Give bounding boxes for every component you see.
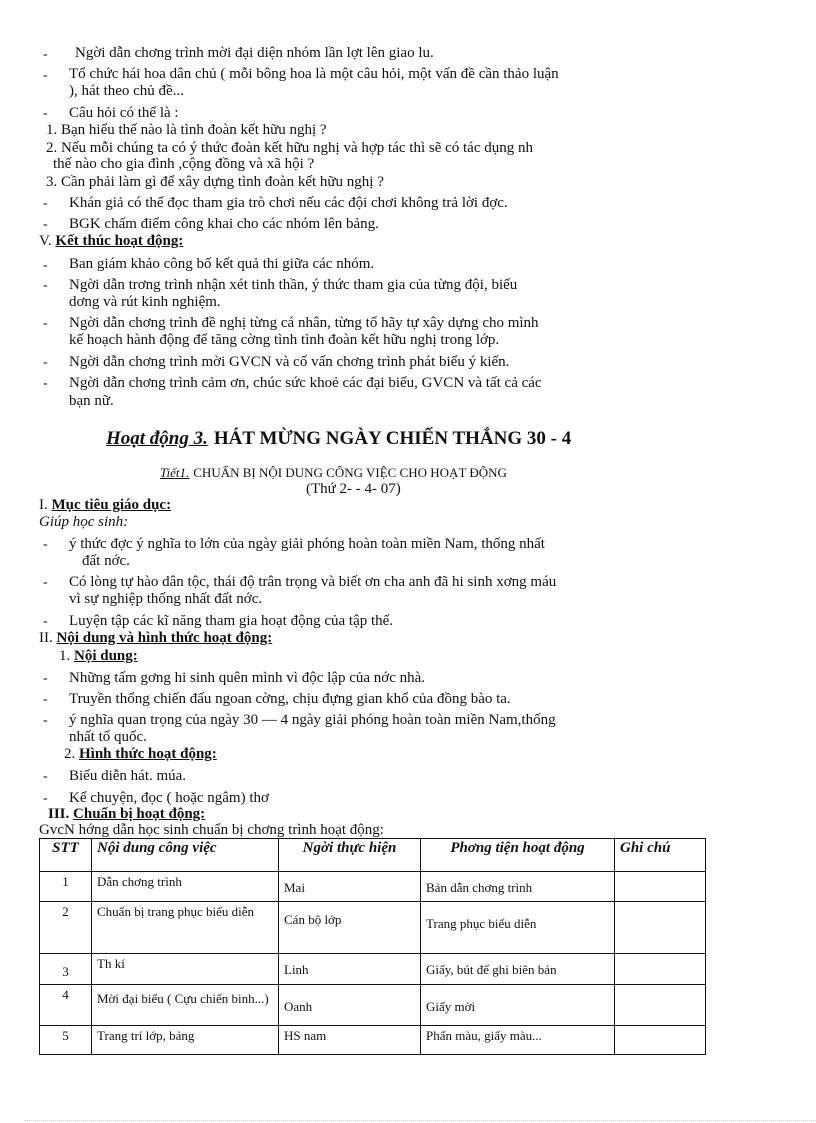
bullet-dash: - <box>43 106 48 121</box>
table-row <box>40 872 706 902</box>
bullet-dash: - <box>43 769 48 784</box>
table-cell: Trang phục biểu diễn <box>421 902 615 954</box>
text-line: nhất tổ quốc. <box>69 729 147 745</box>
subsection-number: 1. <box>59 648 71 664</box>
table-cell <box>615 954 706 985</box>
text-line: vì sự nghiệp thống nhất đất nớc. <box>69 591 263 607</box>
table-cell <box>615 902 706 954</box>
table-row <box>40 902 706 954</box>
section-number: III. <box>48 806 70 822</box>
period-date: (Thứ 2- - 4- 07) <box>306 481 401 497</box>
table-cell: Mai <box>279 872 421 902</box>
text-line: dơng và rút kinh nghiệm. <box>69 294 221 310</box>
table-header-row <box>40 839 706 872</box>
subsection-title: Nội dung: <box>74 648 138 664</box>
section-heading-v <box>39 233 183 250</box>
bullet-dash: - <box>43 217 48 232</box>
table-cell <box>615 1026 706 1055</box>
text-line: Kể chuyện, đọc ( hoặc ngâm) thơ <box>69 790 269 806</box>
question-line: 1. Bạn hiểu thế nào là tình đoàn kết hữu nghị ? <box>46 122 327 138</box>
text-line: Ngời dẫn chơng trình mời GVCN và cố vấn chơng trình phát biểu ý kiến. <box>69 354 510 370</box>
bullet-dash: - <box>43 692 48 707</box>
table-cell: 2 <box>40 902 92 954</box>
text-line: đất nớc. <box>82 553 130 569</box>
bullet-dash: - <box>43 68 48 83</box>
section-title: Nội dung và hình thức hoạt động: <box>56 630 273 646</box>
table-cell: Trang trí lớp, bảng <box>92 1026 279 1055</box>
table-cell: Chuẩn bị trang phục biểu diễn <box>92 902 279 954</box>
section-intro: Giúp học sinh: <box>39 514 129 530</box>
section-number: I. <box>39 497 48 513</box>
bullet-dash: - <box>43 537 48 552</box>
bullet-dash: - <box>43 316 48 331</box>
section-number: V. <box>39 233 52 249</box>
bullet-dash: - <box>43 47 48 62</box>
text-line: BGK chấm điểm công khai cho các nhóm lên bảng. <box>69 216 379 232</box>
text-line: ý thức đợc ý nghĩa to lớn của ngày giải phóng hoàn toàn miền Nam, thống nhất <box>69 536 545 552</box>
table-cell: 4 <box>40 985 92 1026</box>
table-cell: Bản dẫn chơng trình <box>421 872 615 902</box>
question-line: 2. Nếu mỗi chúng ta có ý thức đoàn kết hữu nghị và hợp tác thì sẽ có tác dụng nh <box>46 140 533 156</box>
activity-lead: Hoạt động 3. <box>106 428 208 449</box>
column-header: Phơng tiện hoạt động <box>421 839 615 872</box>
text-line: Có lòng tự hào dân tộc, thái độ trân trọng và biết ơn cha anh đã hi sinh xơng máu <box>69 574 557 590</box>
table-cell: HS nam <box>279 1026 421 1055</box>
activity-heading: HÁT MỪNG NGÀY CHIẾN THẮNG 30 - 4 <box>213 428 572 449</box>
text-line: Ngời dẫn chơng trình cảm ơn, chúc sức khoẻ các đại biểu, GVCN và tất cả các <box>69 375 542 391</box>
section-title: Kết thúc hoạt động: <box>55 233 184 249</box>
table-cell <box>615 985 706 1026</box>
activity-plan-table <box>39 838 706 1055</box>
bullet-dash: - <box>43 376 48 391</box>
text-line: Tổ chức hái hoa dân chủ ( mỗi bông hoa là một câu hỏi, một vấn đề cần thảo luận <box>69 66 559 82</box>
activity-title <box>106 428 571 450</box>
text-line: bạn nữ. <box>69 393 114 409</box>
section-number: II. <box>39 630 53 646</box>
text-line: Ngời dẫn chơng trình mời đại diện nhóm lần lợt lên giao lu. <box>75 45 434 61</box>
table-cell: Cán bộ lớp <box>279 902 421 954</box>
text-line: Câu hỏi có thể là : <box>69 105 179 121</box>
text-line: Ngời dẫn chơng trình đề nghị từng cá nhân, từng tổ hãy tự xây dựng cho mình <box>69 315 539 331</box>
table-cell: Dẫn chơng trình <box>92 872 279 902</box>
table-cell: Oanh <box>279 985 421 1026</box>
subsection-heading-2 <box>64 746 217 763</box>
text-line: Biểu diễn hát. múa. <box>69 768 187 784</box>
table-row <box>40 1026 706 1055</box>
bullet-dash: - <box>43 278 48 293</box>
text-line: Khán giả có thể đọc tham gia trò chơi nếu các đội chơi không trả lời đợc. <box>69 195 508 211</box>
subsection-heading-1 <box>59 648 138 665</box>
table-cell: 3 <box>40 954 92 985</box>
text-line: Những tấm gơng hi sinh quên mình vì độc lập của nớc nhà. <box>69 670 426 686</box>
section-intro: GvcN hớng dẫn học sinh chuẩn bị chơng trình hoạt động: <box>39 822 384 838</box>
table-cell: Linh <box>279 954 421 985</box>
text-line: Truyền thống chiến đấu ngoan cờng, chịu đựng gian khổ của đồng bào ta. <box>69 691 511 707</box>
bullet-dash: - <box>43 258 48 273</box>
table-cell: Giấy mời <box>421 985 615 1026</box>
text-line: Ban giám khảo công bố kết quả thi giữa các nhóm. <box>69 256 375 272</box>
period-heading: CHUẨN BỊ NỘI DUNG CÔNG VIỆC CHO HOẠT ĐỘNG <box>193 465 507 480</box>
table-cell: Th kí <box>92 954 279 985</box>
text-line: ý nghĩa quan trọng của ngày 30 — 4 ngày giải phóng hoàn toàn miền Nam,thống <box>69 712 556 728</box>
table-cell <box>615 872 706 902</box>
text-line: Ngời dẫn trơng trình nhận xét tinh thần, ý thức tham gia của từng đội, biểu <box>69 277 518 293</box>
bullet-dash: - <box>43 355 48 370</box>
text-line: Luyện tập các kĩ năng tham gia hoạt động của tập thể. <box>69 613 394 629</box>
table-cell: 5 <box>40 1026 92 1055</box>
column-header: STT <box>40 839 92 872</box>
page-bottom-divider <box>24 1120 816 1121</box>
period-title <box>160 465 507 480</box>
bullet-dash: - <box>43 671 48 686</box>
section-heading-i <box>39 497 171 514</box>
column-header: Nội dung công việc <box>92 839 279 872</box>
bullet-dash: - <box>43 713 48 728</box>
section-heading-ii <box>39 630 272 647</box>
subsection-title: Hình thức hoạt động: <box>79 746 217 762</box>
table-cell: Phấn màu, giấy màu... <box>421 1026 615 1055</box>
text-line: ), hát theo chủ đề... <box>69 83 184 99</box>
section-heading-iii <box>48 806 205 823</box>
subsection-number: 2. <box>64 746 76 762</box>
column-header: Ngời thực hiện <box>279 839 421 872</box>
column-header: Ghi chú <box>615 839 706 872</box>
table-row <box>40 985 706 1026</box>
table-cell: 1 <box>40 872 92 902</box>
section-title: Mục tiêu giáo dục: <box>51 497 172 513</box>
table-cell: Giấy, bút để ghi biên bản <box>421 954 615 985</box>
table-cell: Mời đại biểu ( Cựu chiến binh...) <box>92 985 279 1026</box>
question-line: thế nào cho gia đình ,cộng đồng và xã hội ? <box>53 156 315 172</box>
text-line: kế hoạch hành động để tăng cờng tình tình đoàn kết hữu nghị trong lớp. <box>69 332 500 348</box>
bullet-dash: - <box>43 791 48 806</box>
section-title: Chuẩn bị hoạt động: <box>73 806 206 822</box>
bullet-dash: - <box>43 614 48 629</box>
period-lead: Tiết1. <box>160 465 190 480</box>
question-line: 3. Cần phải làm gì để xây dựng tình đoàn kết hữu nghị ? <box>46 174 384 190</box>
bullet-dash: - <box>43 196 48 211</box>
bullet-dash: - <box>43 575 48 590</box>
table-row <box>40 954 706 985</box>
